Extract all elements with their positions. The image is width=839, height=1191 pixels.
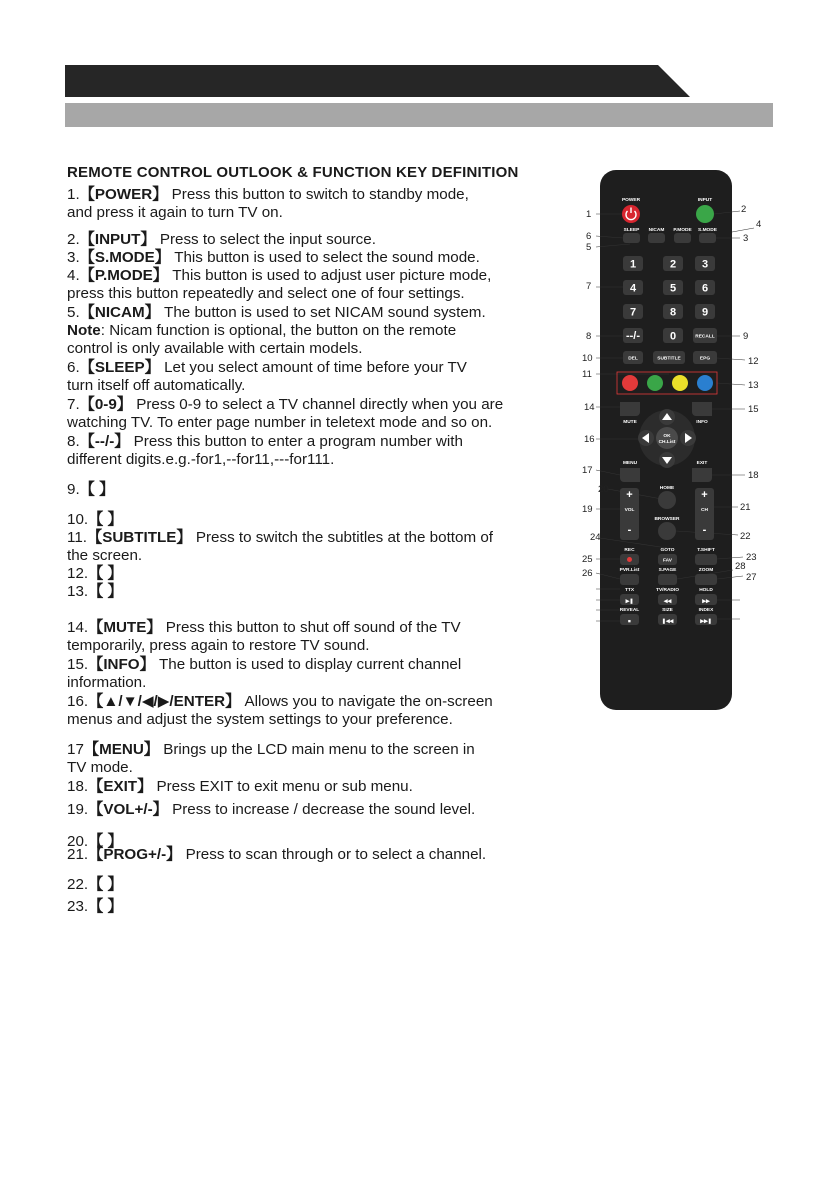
item-key: 【S.MODE】	[79, 249, 170, 266]
ttx-label: TTX	[624, 588, 635, 593]
key-item	[67, 231, 572, 249]
del-label: DEL	[628, 356, 638, 362]
green-key[interactable]	[647, 375, 663, 391]
item-text: temporarily, press again to restore TV sound.	[67, 637, 370, 654]
item-number: 1.	[67, 186, 80, 203]
nicam-button[interactable]	[648, 233, 665, 243]
item-key: 【P.MODE】	[79, 267, 168, 284]
pmode-button[interactable]	[674, 233, 691, 243]
key-item	[67, 898, 572, 916]
item-number: 16.	[67, 693, 89, 710]
item-text: Press this button to switch to standby mode,	[167, 186, 469, 203]
item-number: 10.	[67, 511, 89, 528]
previous-icon: ❚◀◀	[661, 619, 674, 625]
item-text: watching TV. To enter page number in teletext mode and so on.	[67, 414, 493, 431]
item-key: 【INFO】	[88, 656, 155, 673]
blue-key[interactable]	[697, 375, 713, 391]
item-text: This button is used to adjust user picture mode,	[168, 267, 492, 284]
input-label: INPUT	[697, 198, 713, 203]
item-text: Press 0-9 to select a TV channel directly when you are	[132, 396, 504, 413]
power-label: POWER	[621, 198, 641, 203]
item-number: 17	[67, 741, 84, 758]
spage-label: S.PAGE	[658, 568, 677, 573]
key-item	[67, 693, 572, 729]
item-key: 【 】	[88, 898, 123, 915]
item-number: 5.	[67, 304, 80, 321]
nicam-label: NICAM	[648, 228, 665, 233]
callout-number: 10	[582, 353, 593, 364]
tshift-button[interactable]	[695, 554, 717, 565]
item-text: Press to switch the subtitles at the bottom of	[191, 529, 493, 546]
item-number: 15.	[67, 656, 89, 673]
callout-number: 12	[748, 356, 759, 367]
size-label: SIZE	[662, 608, 673, 613]
digit-label: 2	[669, 258, 677, 271]
item-text: press this button repeatedly and select one of four settings.	[67, 285, 465, 302]
callout-number: 1	[586, 209, 592, 220]
key-item	[67, 433, 572, 469]
item-key: 【--/-】	[79, 433, 130, 450]
key-item	[67, 876, 572, 894]
nicam-note	[67, 322, 572, 358]
key-item	[67, 304, 572, 322]
ch-plus-label: +	[701, 489, 708, 501]
vol-plus-label: +	[626, 489, 633, 501]
item-key: 【INPUT】	[79, 231, 156, 248]
callout-number: 5	[586, 242, 592, 253]
item-text: Brings up the LCD main menu to the screen in	[159, 741, 475, 758]
item-text: Press to scan through or to select a channel.	[181, 846, 487, 863]
callout-number: 19	[582, 504, 593, 515]
input-button[interactable]	[696, 205, 714, 223]
callout-number: 28	[735, 561, 746, 572]
item-number: 18.	[67, 778, 89, 795]
header-bar	[65, 65, 690, 97]
item-text: The button is used to display current channel	[154, 656, 462, 673]
tshift-label: T.SHIFT	[697, 548, 715, 553]
item-number: 23.	[67, 898, 89, 915]
key-item	[67, 583, 572, 601]
key-item	[67, 801, 572, 819]
fast-forward-icon: ▶▶	[702, 599, 710, 605]
exit-label: EXIT	[696, 461, 708, 466]
item-key: 【 】	[79, 481, 115, 498]
menu-button[interactable]	[620, 468, 640, 482]
fav-label: FAV	[663, 558, 672, 564]
item-text: Press this button to enter a program number with	[129, 433, 463, 450]
item-number: 7.	[67, 396, 80, 413]
item-key: 【PROG+/-】	[88, 846, 182, 863]
sleep-label: SLEEP	[623, 228, 640, 233]
item-text: information.	[67, 674, 147, 691]
note-label: Note	[67, 322, 101, 339]
rec-dot-icon	[627, 557, 632, 562]
pvrlist-button[interactable]	[620, 574, 639, 585]
item-text: turn itself off automatically.	[67, 377, 246, 394]
item-key: 【VOL+/-】	[88, 801, 168, 818]
zoom-button[interactable]	[695, 574, 717, 585]
item-text: Let you select amount of time before your TV	[159, 359, 467, 376]
ch-label: CH	[701, 508, 708, 513]
callout-number: 7	[586, 281, 592, 292]
item-number: 22.	[67, 876, 89, 893]
item-key: 【MENU】	[83, 741, 159, 758]
item-key: 【 】	[88, 833, 123, 850]
callout-number: 9	[743, 331, 749, 342]
item-key: 【0-9】	[79, 396, 132, 413]
item-key: 【SUBTITLE】	[87, 529, 192, 546]
item-text: Press to increase / decrease the sound level.	[167, 801, 476, 818]
callout-number: 21	[740, 502, 751, 513]
callout-number: 23	[746, 552, 757, 563]
item-key: 【SLEEP】	[79, 359, 160, 376]
item-number: 4.	[67, 267, 80, 284]
info-button[interactable]	[692, 402, 712, 416]
info-label: INFO	[696, 420, 708, 425]
item-text: The button is used to set NICAM sound system.	[159, 304, 486, 321]
note-text: : Nicam function is optional, the button on the remote	[100, 322, 457, 339]
key-item	[67, 396, 572, 432]
subtitle-label: SUBTITLE	[657, 356, 681, 362]
callout-number: 26	[582, 568, 593, 579]
ch-minus-label: -	[702, 524, 707, 536]
smode-label: S.MODE	[698, 228, 717, 233]
item-key: 【 】	[88, 876, 123, 893]
item-key: 【 】	[88, 565, 123, 582]
item-text: Allows you to navigate the on-screen	[240, 693, 493, 710]
digit-label: 0	[669, 330, 677, 343]
item-number: 3.	[67, 249, 80, 266]
vol-label: VOL	[624, 508, 635, 513]
vol-minus-label: -	[627, 524, 632, 536]
ok-label: OK	[663, 434, 671, 439]
item-key: 【 】	[88, 583, 123, 600]
callout-number: 18	[748, 470, 759, 481]
key-item	[67, 511, 572, 529]
item-text: This button is used to select the sound mode.	[169, 249, 480, 266]
browser-label: BROWSER	[654, 517, 680, 522]
item-number: 11.	[67, 529, 87, 546]
smode-button[interactable]	[699, 233, 716, 243]
next-icon: ▶▶❚	[700, 619, 712, 625]
tvradio-label: TV/RADIO	[656, 588, 679, 593]
item-text: and press it again to turn TV on.	[67, 204, 283, 221]
item-key: 【EXIT】	[88, 778, 153, 795]
key-item	[67, 656, 572, 692]
item-text: TV mode.	[67, 759, 133, 776]
callout-number: 25	[582, 554, 593, 565]
rec-label: REC	[624, 548, 635, 553]
callout-number: 24	[590, 532, 601, 543]
digit-label: 1	[629, 258, 637, 271]
callout-number: 16	[584, 434, 595, 445]
epg-label: EPG	[699, 356, 711, 362]
goto-label: GOTO	[660, 548, 675, 553]
key-item	[67, 481, 572, 499]
item-text: the screen.	[67, 547, 143, 564]
callout-number: 11	[582, 369, 592, 380]
key-item	[67, 186, 572, 222]
section-title: REMOTE CONTROL OUTLOOK & FUNCTION KEY DEFINITION	[67, 164, 519, 181]
play-pause-icon: ▶❚	[625, 599, 634, 605]
callout-number: 27	[746, 572, 757, 583]
recall-label: RECALL	[695, 334, 715, 340]
item-text: menus and adjust the system settings to your preference.	[67, 711, 453, 728]
callout-number: 3	[743, 233, 749, 244]
sleep-button[interactable]	[623, 233, 640, 243]
rewind-icon: ◀◀	[663, 599, 672, 605]
item-number: 12.	[67, 565, 89, 582]
mute-label: MUTE	[623, 420, 637, 425]
digit-label: 7	[629, 306, 637, 319]
yellow-key[interactable]	[672, 375, 688, 391]
item-text: Press EXIT to exit menu or sub menu.	[152, 778, 413, 795]
callout-number: 4	[756, 219, 762, 230]
item-number: 20.	[67, 833, 89, 850]
callout-line	[732, 228, 754, 232]
key-item	[67, 249, 572, 267]
browser-button[interactable]	[658, 522, 676, 540]
item-key: 【POWER】	[79, 186, 168, 203]
index-label: INDEX	[698, 608, 714, 613]
pvrlist-label: PVR.List	[619, 568, 640, 573]
item-key: 【NICAM】	[79, 304, 160, 321]
item-key: 【MUTE】	[88, 619, 162, 636]
remote-svg	[580, 170, 780, 730]
callout-number: 14	[584, 402, 595, 413]
key-item	[67, 529, 572, 565]
ok-sub-label: CH.List	[658, 440, 676, 445]
hold-label: HOLD	[699, 588, 713, 593]
item-text: Press to select the input source.	[155, 231, 376, 248]
exit-button[interactable]	[692, 468, 712, 482]
note-text-2: control is only available with certain models.	[67, 340, 363, 357]
key-item	[67, 565, 572, 583]
item-text: Press this button to shut off sound of the TV	[161, 619, 461, 636]
item-key: 【 】	[88, 511, 123, 528]
item-key: 【▲/▼/◀/▶/ENTER】	[88, 693, 241, 710]
subheader-bar	[65, 103, 773, 127]
key-item	[67, 267, 572, 303]
digit-label: 6	[701, 282, 709, 295]
home-label: HOME	[659, 486, 675, 491]
reveal-label: REVEAL	[619, 608, 640, 613]
key-item	[67, 778, 572, 796]
digit-label: 3	[701, 258, 709, 271]
item-number: 14.	[67, 619, 89, 636]
callout-number: 17	[582, 465, 593, 476]
item-number: 9.	[67, 481, 80, 498]
remote-control-figure	[580, 170, 780, 730]
digit-label: 9	[701, 306, 709, 319]
stop-icon: ■	[628, 619, 631, 625]
callout-number: 15	[748, 404, 759, 415]
callout-number: 20	[598, 484, 609, 495]
zoom-label: ZOOM	[698, 568, 714, 573]
callout-number: 13	[748, 380, 759, 391]
digit-label: 4	[629, 282, 637, 295]
item-number: 8.	[67, 433, 80, 450]
item-number: 2.	[67, 231, 80, 248]
menu-label: MENU	[622, 461, 638, 466]
dash-label: --/-	[625, 330, 641, 342]
mute-button[interactable]	[620, 402, 640, 416]
callout-number: 8	[586, 331, 592, 342]
item-number: 19.	[67, 801, 89, 818]
pmode-label: P.MODE	[673, 228, 692, 233]
key-item	[67, 359, 572, 395]
spage-button[interactable]	[658, 574, 677, 585]
callout-number: 6	[586, 231, 592, 242]
item-number: 21.	[67, 846, 89, 863]
red-key[interactable]	[622, 375, 638, 391]
callout-number: 2	[741, 204, 747, 215]
item-number: 13.	[67, 583, 89, 600]
digit-label: 8	[669, 306, 677, 319]
item-text: different digits.e.g.-for1,--for11,---for111.	[67, 451, 335, 468]
item-number: 6.	[67, 359, 80, 376]
key-item	[67, 619, 572, 655]
key-item	[67, 741, 572, 777]
digit-label: 5	[669, 282, 677, 295]
callout-number: 22	[740, 531, 751, 542]
key-item	[67, 846, 572, 864]
home-button[interactable]	[658, 491, 676, 509]
